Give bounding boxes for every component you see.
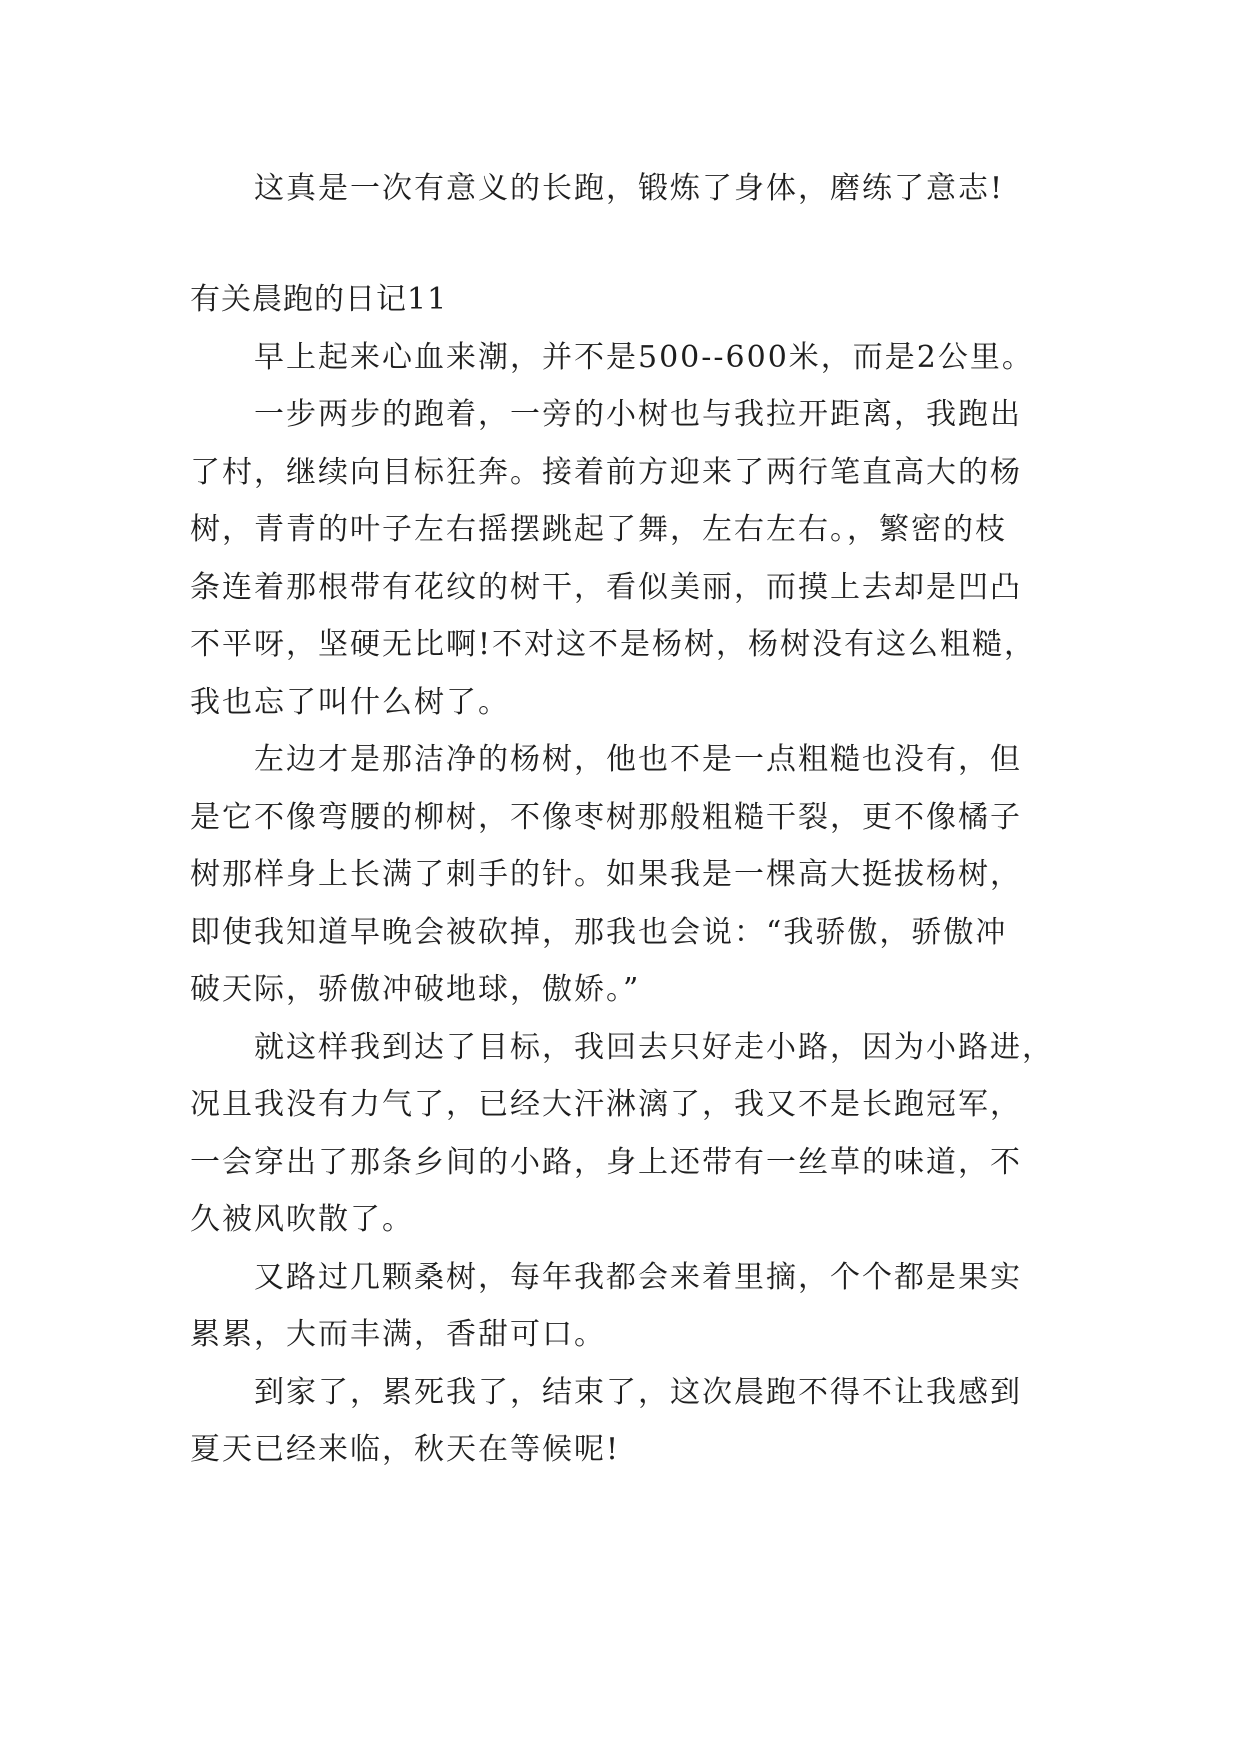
paragraph-1: [190, 329, 1070, 387]
paragraph-6: [190, 1364, 1070, 1479]
paragraph-line: 久被风吹散了。: [190, 1202, 414, 1237]
paragraph-line: 到家了，累死我了，结束了，这次晨跑不得不让我感到: [254, 1374, 1022, 1410]
paragraph-line: 就这样我到达了目标，我回去只好走小路，因为小路进，: [254, 1029, 1054, 1065]
paragraph-line: 又路过几颗桑树，每年我都会来着里摘，个个都是果实: [254, 1259, 1022, 1295]
paragraph-4: [190, 1019, 1070, 1249]
paragraph-line: 一会穿出了那条乡间的小路，身上还带有一丝草的味道，不: [190, 1144, 1022, 1180]
paragraph-line: 了村，继续向目标狂奔。接着前方迎来了两行笔直高大的杨: [190, 454, 1022, 490]
paragraph-line: 况且我没有力气了，已经大汗淋漓了，我又不是长跑冠军，: [190, 1087, 1022, 1122]
paragraph-line: 不平呀，坚硬无比啊!不对这不是杨树，杨树没有这么粗糙，: [190, 627, 1037, 662]
paragraph-line: 左边才是那洁净的杨树，他也不是一点粗糙也没有，但: [254, 742, 1022, 777]
paragraph-line: 夏天已经来临，秋天在等候呢!: [190, 1432, 621, 1467]
paragraph-line: 即使我知道早晚会被砍掉，那我也会说：“我骄傲，骄傲冲: [190, 914, 1008, 950]
paragraph-line: 早上起来心血来潮，并不是500--600米，而是2公里。: [254, 339, 1034, 375]
paragraph-line: 破天际，骄傲冲破地球，傲娇。”: [190, 972, 641, 1007]
diary-entry: [190, 271, 1070, 1479]
paragraph-line: 是它不像弯腰的柳树，不像枣树那般粗糙干裂，更不像橘子: [190, 799, 1022, 835]
paragraph-line: 一步两步的跑着，一旁的小树也与我拉开距离，我跑出: [254, 397, 1022, 432]
paragraph-2: [190, 386, 1070, 731]
paragraph-line: 树，青青的叶子左右摇摆跳起了舞，左右左右。，繁密的枝: [190, 512, 1007, 547]
paragraph-line: 累累，大而丰满，香甜可口。: [190, 1317, 606, 1352]
entry-heading: 有关晨跑的日记11: [190, 282, 448, 317]
paragraph-line: 树那样身上长满了刺手的针。如果我是一棵高大挺拔杨树，: [190, 857, 1022, 892]
paragraph-line: 条连着那根带有花纹的树干，看似美丽，而摸上去却是凹凸: [190, 569, 1022, 605]
opening-paragraph: [190, 160, 1070, 218]
paragraph-line: 我也忘了叫什么树了。: [190, 684, 510, 720]
opening-line: 这真是一次有意义的长跑，锻炼了身体，磨练了意志!: [254, 171, 1005, 206]
paragraph-5: [190, 1249, 1070, 1364]
paragraph-3: [190, 731, 1070, 1019]
